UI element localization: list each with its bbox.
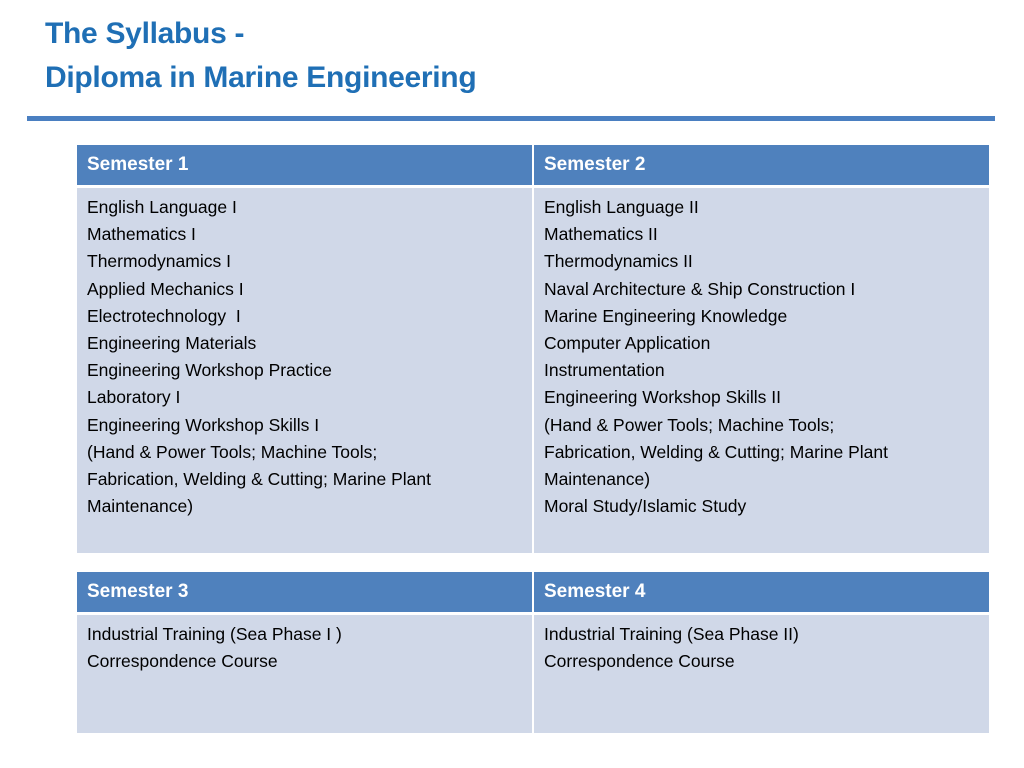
semester-3-header: Semester 3 xyxy=(77,572,533,614)
course-item: Industrial Training (Sea Phase I ) xyxy=(87,624,342,644)
course-item: Maintenance) xyxy=(87,496,194,517)
semester-1-2-table xyxy=(77,145,989,553)
semester-1-header: Semester 1 xyxy=(77,145,533,187)
course-item: Industrial Training (Sea Phase II) xyxy=(544,624,799,644)
course-item: Fabrication, Welding & Cutting; Marine Plant xyxy=(87,469,432,490)
course-item: Maintenance) xyxy=(544,469,651,490)
semester-3-courses xyxy=(77,614,533,734)
semester-2-header: Semester 2 xyxy=(533,145,989,187)
course-item: Mathematics I xyxy=(87,224,196,245)
course-item: English Language II xyxy=(544,197,699,217)
course-item: Correspondence Course xyxy=(544,651,735,672)
course-item: Mathematics II xyxy=(544,224,658,245)
course-item: Thermodynamics I xyxy=(87,251,231,272)
title-divider xyxy=(27,116,995,121)
course-item: Engineering Workshop Skills II xyxy=(544,387,782,408)
semester-3-4-table xyxy=(77,572,989,733)
table-header-row xyxy=(77,572,989,614)
course-item: Naval Architecture & Ship Construction I xyxy=(544,278,856,299)
course-item: English Language I xyxy=(87,197,237,217)
table-row xyxy=(77,187,989,554)
table-header-row xyxy=(77,145,989,187)
course-item: Correspondence Course xyxy=(87,651,278,672)
course-item: Computer Application xyxy=(544,333,711,354)
course-item: Thermodynamics II xyxy=(544,251,693,272)
course-item: (Hand & Power Tools; Machine Tools; xyxy=(544,414,835,435)
semester-4-courses xyxy=(533,614,989,734)
course-item: Engineering Workshop Practice xyxy=(87,360,332,381)
table-row xyxy=(77,614,989,734)
slide-title xyxy=(45,12,476,100)
course-item: Instrumentation xyxy=(544,360,665,381)
course-item: Laboratory I xyxy=(87,387,181,408)
course-item: Fabrication, Welding & Cutting; Marine Plant xyxy=(544,441,889,462)
semester-1-courses xyxy=(77,187,533,554)
course-item: Moral Study/Islamic Study xyxy=(544,496,747,517)
course-item: Marine Engineering Knowledge xyxy=(544,305,788,326)
course-item: Engineering Materials xyxy=(87,333,257,354)
semester-2-courses xyxy=(533,187,989,554)
course-item: (Hand & Power Tools; Machine Tools; xyxy=(87,441,378,462)
title-line-2: Diploma in Marine Engineering xyxy=(45,61,477,94)
course-item: Electrotechnology I xyxy=(87,305,241,326)
course-item: Applied Mechanics I xyxy=(87,278,244,299)
semester-4-header: Semester 4 xyxy=(533,572,989,614)
course-item: Engineering Workshop Skills I xyxy=(87,414,320,435)
title-line-1: The Syllabus - xyxy=(45,17,245,50)
